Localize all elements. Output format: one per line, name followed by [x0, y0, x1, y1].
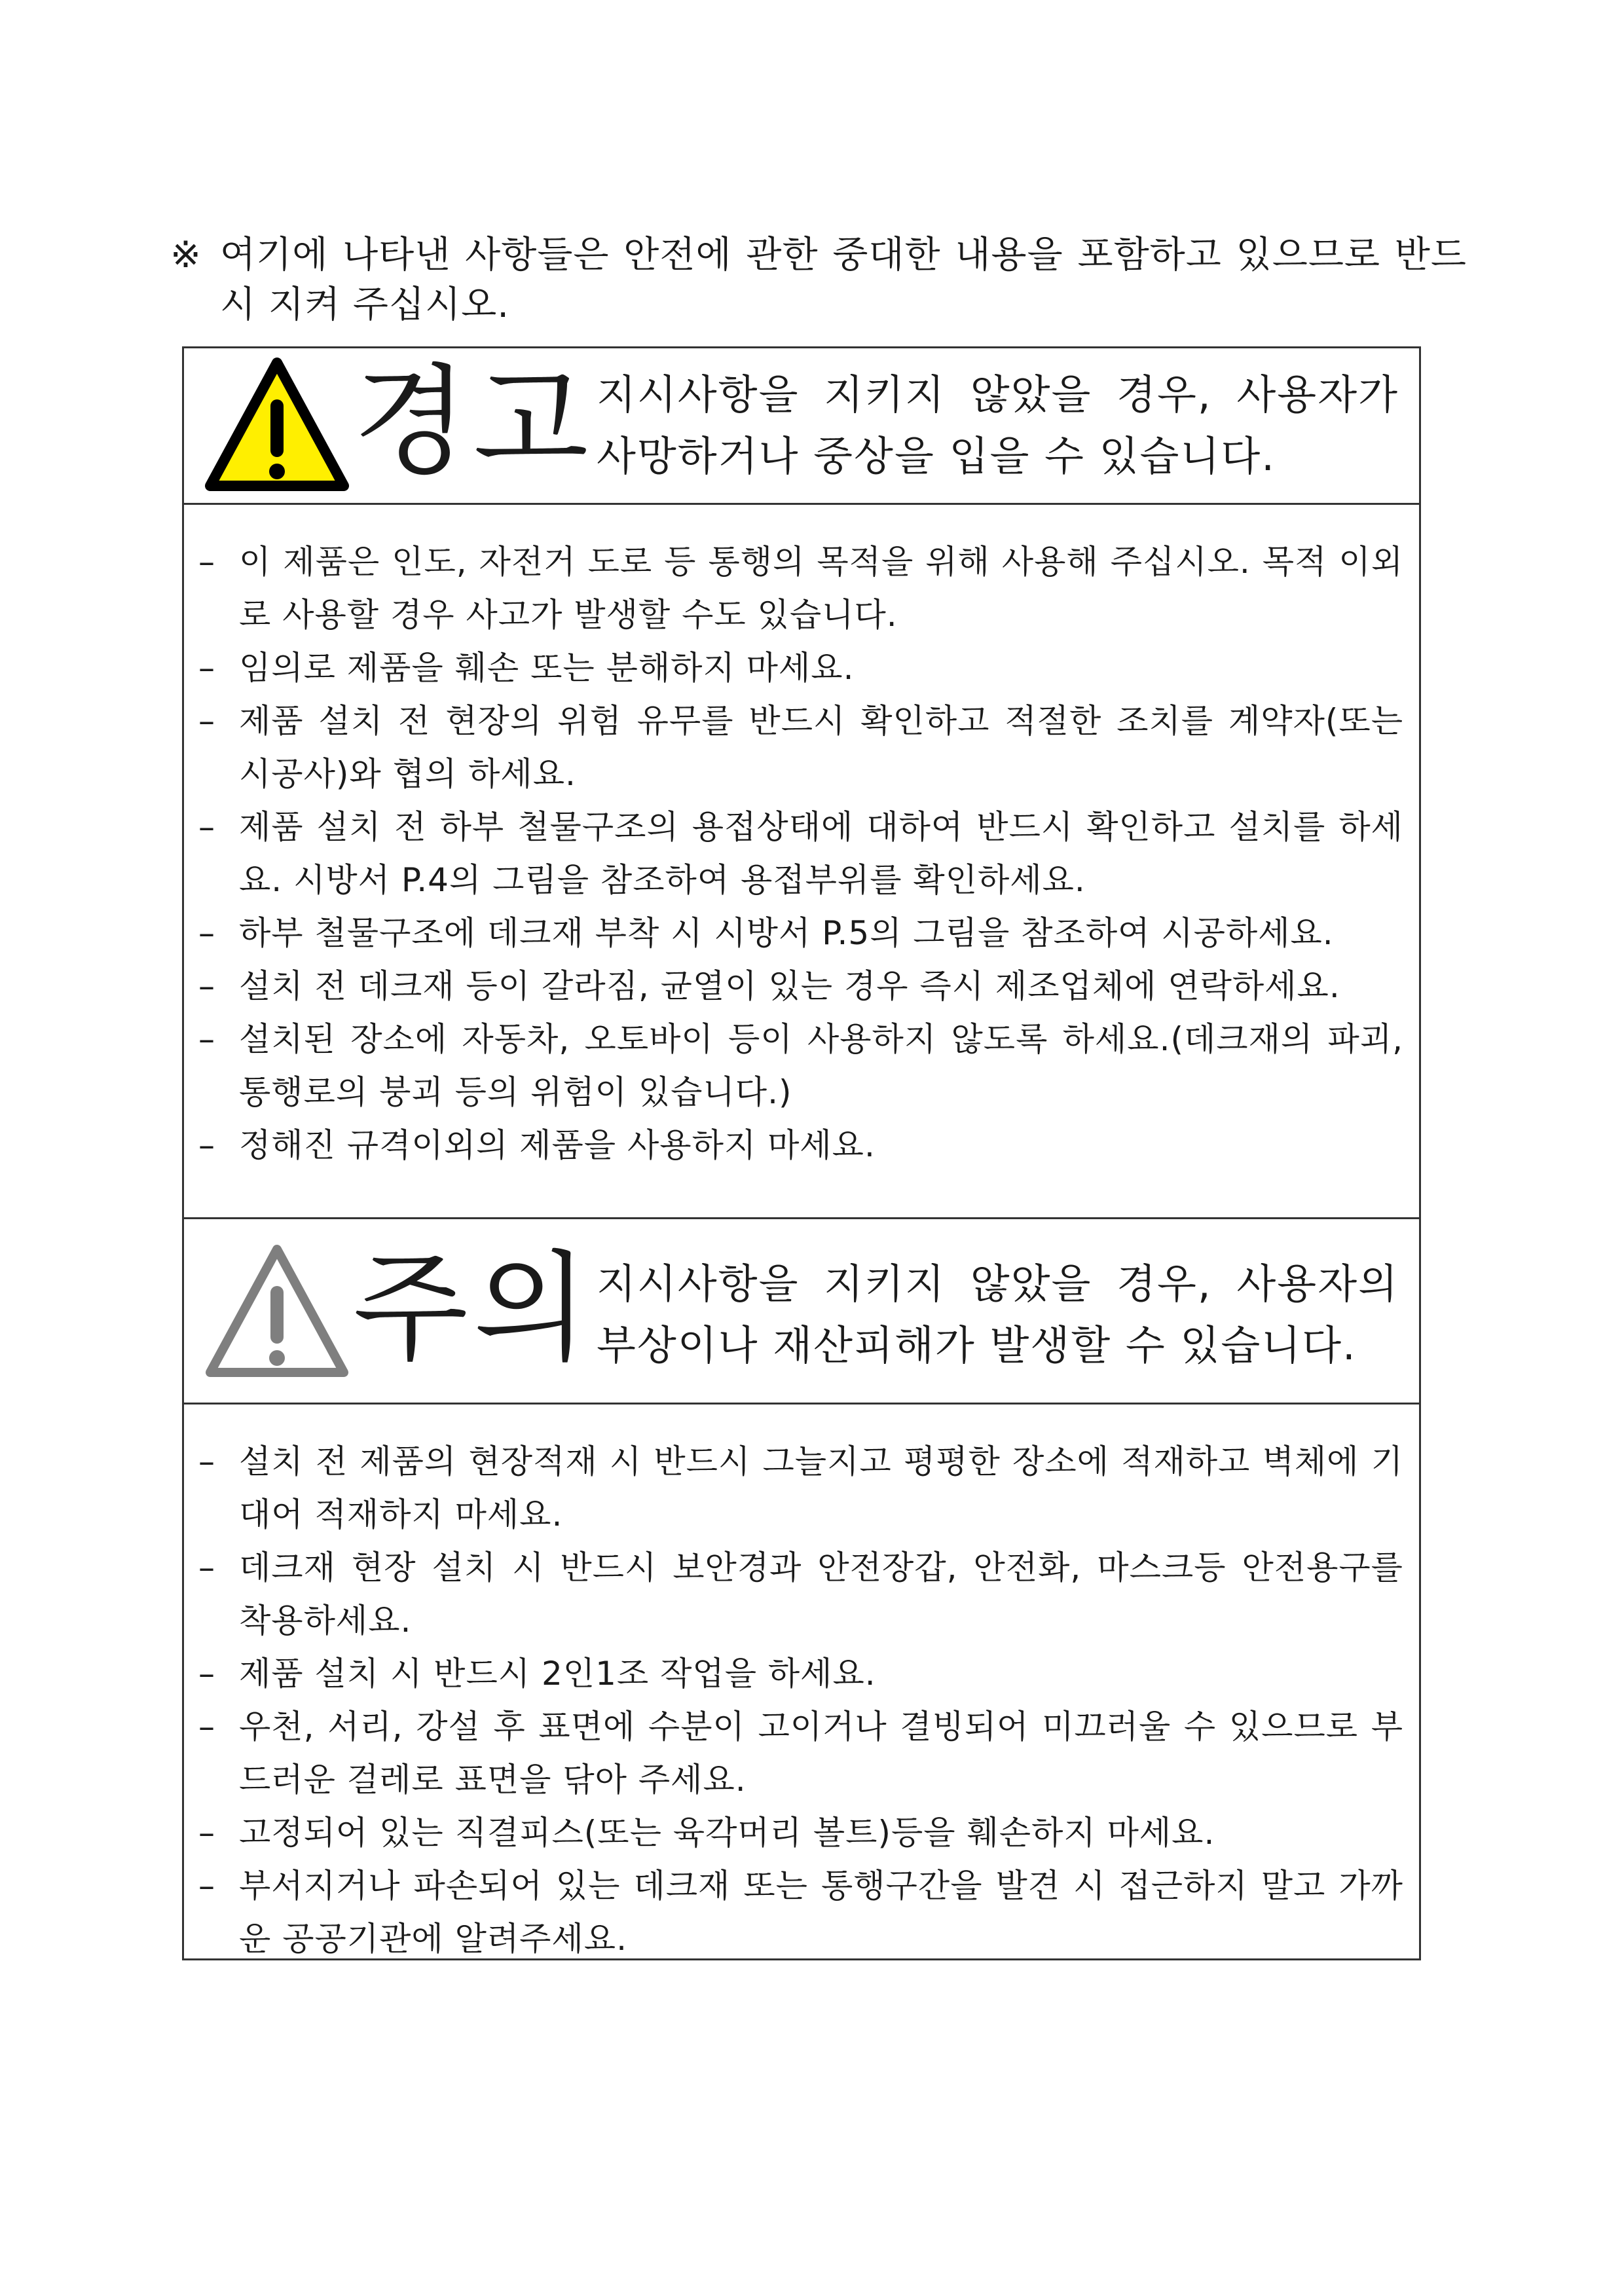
list-item: – 설치 전 데크재 등이 갈라짐, 균열이 있는 경우 즉시 제조업체에 연락하세요.: [198, 960, 1403, 1013]
bullet-dash: –: [198, 1549, 215, 1587]
bullet-dash: –: [198, 1126, 215, 1164]
list-item: – 설치 전 제품의 현장적재 시 반드시 그늘지고 평평한 장소에 적재하고 벽체에 기대어 적재하지 마세요.: [198, 1435, 1403, 1541]
list-item: – 설치된 장소에 자동차, 오토바이 등이 사용하지 않도록 하세요.(데크재의 파괴, 통행로의 붕괴 등의 위험이 있습니다.): [198, 1013, 1403, 1119]
safety-notice-text: 여기에 나타낸 사항들은 안전에 관한 중대한 내용을 포함하고 있으므로 반드시 지켜 주십시오.: [220, 234, 1467, 326]
divider: [184, 1403, 1419, 1405]
list-item: – 데크재 현장 설치 시 반드시 보안경과 안전장갑, 안전화, 마스크등 안전용구를 착용하세요.: [198, 1541, 1403, 1647]
warning-list: [198, 536, 1403, 1172]
list-item: – 우천, 서리, 강설 후 표면에 수분이 고이거나 결빙되어 미끄러울 수 있으므로 부드러운 걸레로 표면을 닦아 주세요.: [198, 1700, 1403, 1807]
bullet-dash: –: [198, 1442, 215, 1480]
bullet-dash: –: [198, 1814, 215, 1852]
warning-triangle-icon: [202, 354, 352, 495]
warning-header: [184, 348, 1419, 503]
list-item: – 고정되어 있는 직결피스(또는 육각머리 볼트)등을 훼손하지 마세요.: [198, 1807, 1403, 1860]
bullet-dash: –: [198, 702, 215, 740]
caution-list: [198, 1435, 1403, 1966]
bullet-dash: –: [198, 914, 215, 952]
list-item: – 제품 설치 전 하부 철물구조의 용접상태에 대하여 반드시 확인하고 설치를 하세요. 시방서 P.4의 그림을 참조하여 용접부위를 확인하세요.: [198, 801, 1403, 907]
list-item: – 제품 설치 전 현장의 위험 유무를 반드시 확인하고 적절한 조치를 계약자(또는 시공사)와 협의 하세요.: [198, 695, 1403, 801]
list-item: – 정해진 규격이외의 제품을 사용하지 마세요.: [198, 1119, 1403, 1172]
bullet-dash: –: [198, 649, 215, 687]
bullet-dash: –: [198, 1020, 215, 1058]
warning-description: 지시사항을 지키지 않았을 경우, 사용자가 사망하거나 중상을 입을 수 있습니다.: [597, 371, 1399, 480]
list-item: – 부서지거나 파손되어 있는 데크재 또는 통행구간을 발견 시 접근하지 말고 가까운 공공기관에 알려주세요.: [198, 1860, 1403, 1966]
list-item: – 이 제품은 인도, 자전거 도로 등 통행의 목적을 위해 사용해 주십시오. 목적 이외로 사용할 경우 사고가 발생할 수도 있습니다.: [198, 536, 1403, 642]
bullet-dash: –: [198, 1655, 215, 1693]
reference-mark: ※: [170, 234, 202, 276]
list-item: – 하부 철물구조에 데크재 부착 시 시방서 P.5의 그림을 참조하여 시공하세요.: [198, 907, 1403, 960]
list-item: – 제품 설치 시 반드시 2인1조 작업을 하세요.: [198, 1647, 1403, 1700]
safety-table: [182, 346, 1421, 1960]
divider: [184, 503, 1419, 505]
bullet-dash: –: [198, 543, 215, 581]
warning-heading: 경고: [353, 352, 594, 491]
list-item: – 임의로 제품을 훼손 또는 분해하지 마세요.: [198, 642, 1403, 695]
bullet-dash: –: [198, 1867, 215, 1905]
caution-description: 지시사항을 지키지 않았을 경우, 사용자의 부상이나 재산피해가 발생할 수 있습니다.: [597, 1260, 1399, 1369]
bullet-dash: –: [198, 1708, 215, 1746]
caution-heading: 주의: [353, 1239, 594, 1378]
caution-header: [184, 1219, 1419, 1403]
safety-notice: [170, 230, 1467, 330]
caution-triangle-icon: [202, 1240, 352, 1382]
bullet-dash: –: [198, 967, 215, 1005]
bullet-dash: –: [198, 808, 215, 846]
